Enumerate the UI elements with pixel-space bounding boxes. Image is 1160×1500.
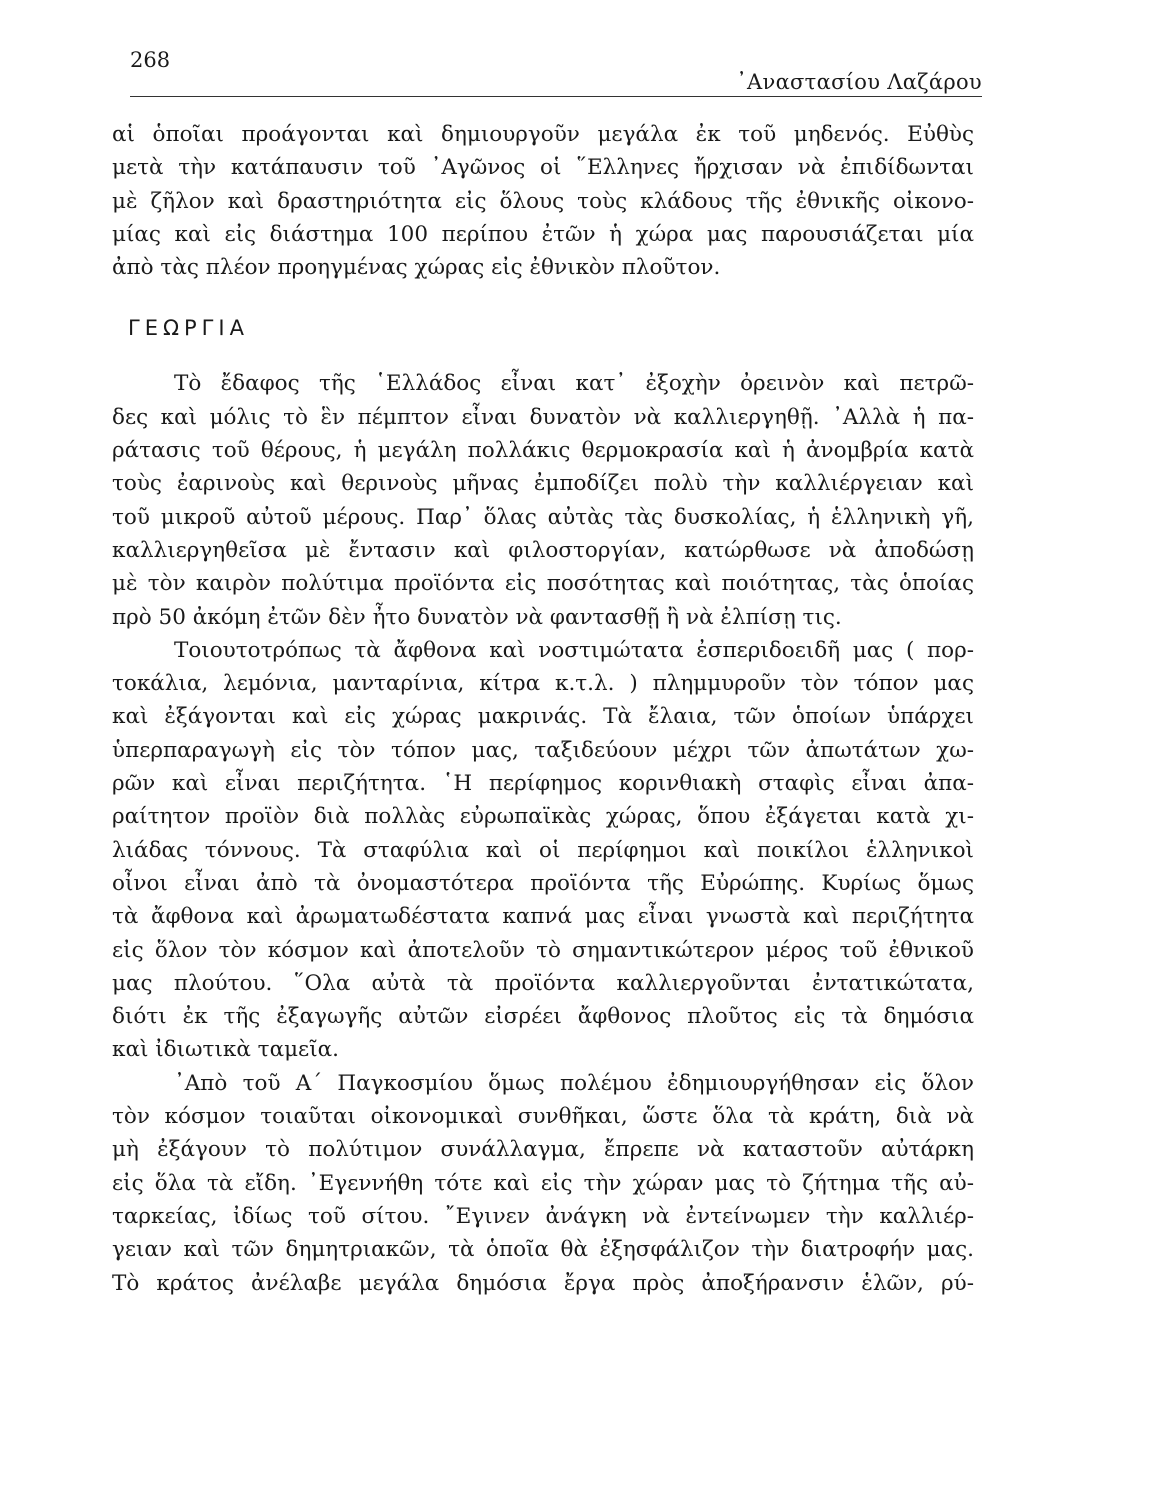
paragraph-2 bbox=[112, 634, 974, 1067]
text-line: εἰς ὅλα τὰ εἴδη. ᾿Εγεννήθη τότε καὶ εἰς τὴν χώραν μας τὸ ζήτημα τῆς αὐ- bbox=[112, 1170, 974, 1196]
text-line: ᾿Απὸ τοῦ Α΄ Παγκοσμίου ὅμως πολέμου ἐδημιουργήθησαν εἰς ὅλον bbox=[174, 1070, 974, 1096]
text-line: τὰ ἄφθονα καὶ ἀρωματωδέστατα καπνά μας εἶναι γνωστὰ καὶ περιζήτητα bbox=[112, 904, 974, 930]
text-line: πρὸ 50 ἀκόμη ἐτῶν δὲν ἦτο δυνατὸν νὰ φαντασθῇ ἢ νὰ ἐλπίσῃ τις. bbox=[112, 604, 842, 630]
paragraph-1 bbox=[112, 367, 974, 633]
text-line: καὶ ἐξάγονται καὶ εἰς χώρας μακρινάς. Τὰ ἔλαια, τῶν ὁποίων ὑπάρχει bbox=[112, 704, 974, 730]
text-line: διότι ἐκ τῆς ἐξαγωγῆς αὐτῶν εἰσρέει ἄφθονος πλοῦτος εἰς τὰ δημόσια bbox=[112, 1004, 974, 1030]
body-text bbox=[112, 118, 974, 1300]
text-line: μας πλούτου. ῞Ολα αὐτὰ τὰ προϊόντα καλλιεργοῦνται ἐντατικώτατα, bbox=[112, 970, 974, 996]
paragraph-3 bbox=[112, 1067, 974, 1300]
section-heading: ΓΕΩΡΓΙΑ bbox=[128, 316, 249, 341]
text-line: Τοιουτοτρόπως τὰ ἄφθονα καὶ νοστιμώτατα ἐσπεριδοειδῆ μας ( πορ- bbox=[174, 637, 974, 663]
text-line: καὶ ἰδιωτικὰ ταμεῖα. bbox=[112, 1037, 339, 1063]
text-line: ἀπὸ τὰς πλέον προηγμένας χώρας εἰς ἐθνικὸν πλοῦτον. bbox=[112, 255, 721, 281]
text-line: μετὰ τὴν κατάπαυσιν τοῦ ᾿Αγῶνος οἱ ῞Ελληνες ἤρχισαν νὰ ἐπιδίδωνται bbox=[112, 155, 974, 181]
text-line: τοὺς ἐαρινοὺς καὶ θερινοὺς μῆνας ἐμποδίζει πολὺ τὴν καλλιέργειαν καὶ bbox=[112, 471, 974, 497]
text-line: τοῦ μικροῦ αὐτοῦ μέρους. Παρ᾿ ὅλας αὐτὰς τὰς δυσκολίας, ἡ ἑλληνικὴ γῆ, bbox=[112, 504, 974, 530]
text-line: γειαν καὶ τῶν δημητριακῶν, τὰ ὁποῖα θὰ ἐξησφάλιζον τὴν διατροφήν μας. bbox=[112, 1237, 974, 1263]
text-line: ὑπερπαραγωγὴ εἰς τὸν τόπον μας, ταξιδεύουν μέχρι τῶν ἀπωτάτων χω- bbox=[112, 737, 974, 763]
text-line: δες καὶ μόλις τὸ ἓν πέμπτον εἶναι δυνατὸν νὰ καλλιεργηθῇ. ᾿Αλλὰ ἡ πα- bbox=[112, 404, 974, 430]
running-title: ᾿Αναστασίου Λαζάρου bbox=[736, 70, 982, 94]
text-line: λιάδας τόννους. Τὰ σταφύλια καὶ οἱ περίφημοι καὶ ποικίλοι ἑλληνικοὶ bbox=[112, 837, 974, 863]
text-line: μὴ ἐξάγουν τὸ πολύτιμον συνάλλαγμα, ἔπρεπε νὰ καταστοῦν αὐτάρκη bbox=[112, 1137, 974, 1163]
text-line: οἶνοι εἶναι ἀπὸ τὰ ὀνομαστότερα προϊόντα τῆς Εὐρώπης. Κυρίως ὅμως bbox=[112, 870, 974, 896]
text-line: καλλιεργηθεῖσα μὲ ἔντασιν καὶ φιλοστοργίαν, κατώρθωσε νὰ ἀποδώσῃ bbox=[112, 537, 974, 563]
text-line: ταρκείας, ἰδίως τοῦ σίτου. ῎Εγινεν ἀνάγκη νὰ ἐντείνωμεν τὴν καλλιέρ- bbox=[112, 1203, 974, 1229]
running-head bbox=[130, 48, 982, 98]
text-line: τοκάλια, λεμόνια, μανταρίνια, κίτρα κ.τ.λ. ) πλημμυροῦν τὸν τόπον μας bbox=[112, 671, 974, 697]
text-line: εἰς ὅλον τὸν κόσμον καὶ ἀποτελοῦν τὸ σημαντικώτερον μέρος τοῦ ἐθνικοῦ bbox=[112, 937, 974, 963]
intro-paragraph bbox=[112, 118, 974, 284]
text-line: μίας καὶ εἰς διάστημα 100 περίπου ἐτῶν ἡ χώρα μας παρουσιάζεται μία bbox=[112, 221, 974, 247]
text-line: ράτασις τοῦ θέρους, ἡ μεγάλη πολλάκις θερμοκρασία καὶ ἡ ἀνομβρία κατὰ bbox=[112, 438, 974, 464]
text-line: μὲ ζῆλον καὶ δραστηριότητα εἰς ὅλους τοὺς κλάδους τῆς ἐθνικῆς οἰκονο- bbox=[112, 188, 974, 214]
text-line: Τὸ ἔδαφος τῆς ῾Ελλάδος εἶναι κατ᾿ ἐξοχὴν ὀρεινὸν καὶ πετρῶ- bbox=[174, 371, 974, 397]
text-line: ρῶν καὶ εἶναι περιζήτητα. ῾Η περίφημος κορινθιακὴ σταφὶς εἶναι ἀπα- bbox=[112, 771, 974, 797]
page-number: 268 bbox=[130, 48, 171, 72]
text-line: τὸν κόσμον τοιαῦται οἰκονομικαὶ συνθῆκαι, ὥστε ὅλα τὰ κράτη, διὰ νὰ bbox=[112, 1104, 974, 1130]
header-rule bbox=[130, 96, 982, 97]
text-line: ραίτητον προϊὸν διὰ πολλὰς εὐρωπαϊκὰς χώρας, ὅπου ἐξάγεται κατὰ χι- bbox=[112, 804, 974, 830]
text-line: Τὸ κράτος ἀνέλαβε μεγάλα δημόσια ἔργα πρὸς ἀποξήρανσιν ἑλῶν, ρύ- bbox=[112, 1270, 974, 1296]
text-line: αἱ ὁποῖαι προάγονται καὶ δημιουργοῦν μεγάλα ἐκ τοῦ μηδενός. Εὐθὺς bbox=[112, 122, 974, 147]
text-line: μὲ τὸν καιρὸν πολύτιμα προϊόντα εἰς ποσότητας καὶ ποιότητας, τὰς ὁποίας bbox=[112, 571, 974, 597]
